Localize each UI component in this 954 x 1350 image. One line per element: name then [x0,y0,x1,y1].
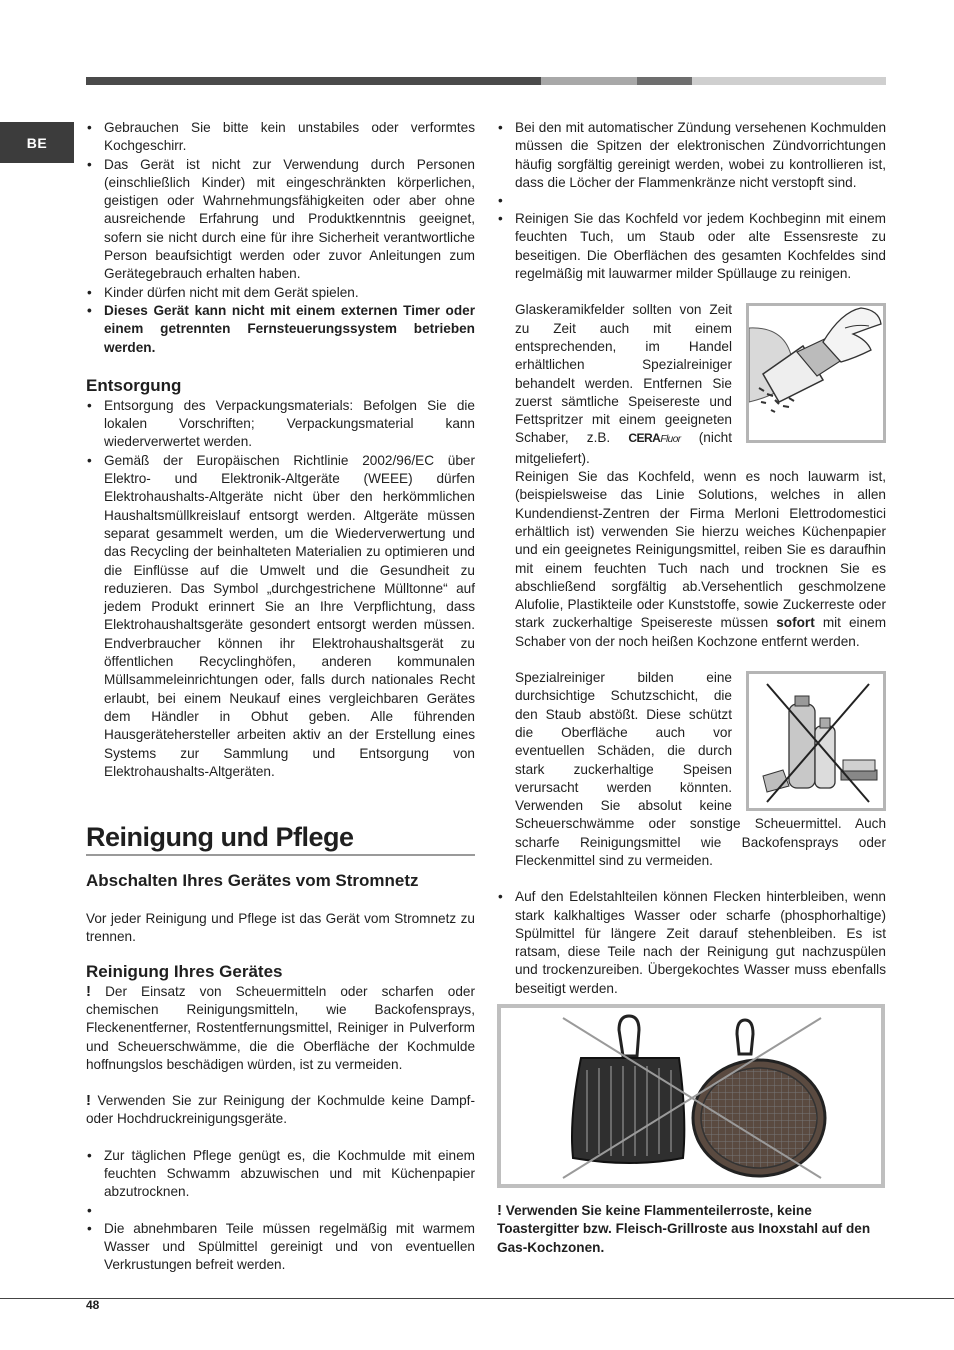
strom-heading: Abschalten Ihres Gerätes vom Stromnetz [86,871,419,891]
footer-rule [0,1298,954,1299]
right-column [497,119,886,1257]
spezialreiniger-text: Spezialreiniger bilden eine durchsichtige Schutzschicht, die den Staub abstößt. Diese schützt die Oberfläche auch vor eventuellen Schäden, die durch stark zuckerhaltige Speisen verursacht werden könnten. Verwenden Sie absolut keine Scheuerschwämme oder sonstige Scheuermittel. Auch scharfe Reinigungsmittel wie Backofensprays oder Fleckenmittel sind zu vermeiden. [515,670,886,868]
list-item: • Das Gerät ist nicht zur Verwendung durch Personen (einschließlich Kinder) mit eingeschränkten körperlichen, geistigen oder Wahrnehmungsfähigkeiten oder aber ohne ausreichende Erfahrung und Produktkenntnis geeignet, sofern sie nicht durch eine für ihre Sicherheit verantwortliche Person beaufsichtigt werden oder zuvor Anleitungen zum Gerätegebrauch erhalten haben. [86,156,475,284]
not-included-note: (nicht mitgeliefert). [515,430,733,466]
lauwarm-text [515,468,886,651]
sofort-emphasis: sofort [776,615,815,631]
no-abrasives-illustration [746,671,886,811]
list-item: • Reinigen Sie das Kochfeld vor jedem Kochbeginn mit einem feuchten Tuch, um Staub oder alte Essensreste zu beseitigen. Die Oberflächen des gesamten Kochfeldes sind regelmäßig mit lauwarmer milder Spüllauge zu reinigen. [497,210,886,283]
warning-text: Verwenden Sie zur Reinigung der Kochmulde keine Dampf- oder Hochdruckreinigungsgeräte. [86,1093,475,1127]
entsorgung-heading: Entsorgung [86,375,182,395]
glaskeramik-text-body: Glaskeramikfelder sollten von Zeit zu Zeit auch mit einem entsprechenden, im Handel erhältlichen Spezialreiniger behandelt werden. Entfernen Sie zuerst sämtliche Speisereste und Fettspritzer mit einem geeigneten Schaber, z.B. [515,302,732,446]
top-bar-seg-1 [86,77,541,85]
list-item: • Gemäß der Europäischen Richtlinie 2002/96/EC über Elektro- und Elektronik-Altgeräte (WEEE) dürfen Elektrohaushalts-Altgeräte nicht über den herkömmlichen Haushaltsmüllkreislauf entsorgt werden. Altgeräte müssen separat gesammelt werden, um die Wiederverwertung und das Recycling der beinhalteten Materialien zu optimieren und die Einflüsse auf die Umwelt und die Gesundheit zu reduzieren. Das Symbol „durchgestrichene Mülltonne“ auf jedem Produkt erinnert Sie an Ihre Verpflichtung, dass Elektrohaushaltsgeräte gesondert entsorgt werden müssen. Endverbraucher können ihr Elektrohaushaltsgerät zu öffentlichen Recyclinghöfen, anderen kommunalen Müllsammeleinrichtungen oder, falls durch nationales Recht erlaubt, bei einem Neukauf eines vergleichbaren Gerätes dem Händler in Obhut geben. Alle führenden Hausgerätehersteller arbeiten aktiv an der Erstellung eines Systems zur Sammlung und Entsorgung von Elektrohaushalts-Altgeräten. [86,452,475,781]
lauwarm-text-a: Reinigen Sie das Kochfeld, wenn es noch lauwarm ist, (beispielsweise das Linie Solutions, welches in allen Kundendienst-Zentren der Firma Merloni Elettrodomestici erhältlich ist) verwenden Sie hierzu weiches Küchenpapier und ein geeignetes Reinigungsmittel, reiben Sie es daraufhin mit einem feuchten Tuch nach und trocknen Sie es abschließend sorgfältig ab.Versehentlich geschmolzene Alufolie, Plastikteile oder Kunststoffe, sowie Zuckerreste oder stark zuckerhaltige Speisereste müssen [515,469,886,631]
top-bar-seg-4 [692,77,886,85]
list-item: • Gebrauchen Sie bitte kein unstabiles oder verformtes Kochgeschirr. [86,119,475,156]
grill-grates-illustration [497,1004,885,1188]
exclamation-icon: ! [86,1092,91,1110]
warning-paragraph-1 [86,983,475,1074]
list-item: • Dieses Gerät kann nicht mit einem externen Timer oder einem getrennten Fernsteuerungssystem betrieben werden. [86,302,475,357]
list-item: • Kinder dürfen nicht mit dem Gerät spielen. [86,284,475,302]
list-item: • Bei den mit automatischer Zündung versehenen Kochmulden müssen die Spitzen der elektronischen Zündvorrichtungen häufig sorgfältig gereinigt werden, wobei zu kontrollieren ist, dass die Löcher der Flammenkränze nicht verstopft sind. [497,119,886,192]
top-bar-seg-2 [541,77,637,85]
final-warning [497,1202,886,1257]
final-warning-text: Verwenden Sie keine Flammenteilerroste, keine Toastergitter bzw. Fleisch-Grillroste aus Inoxstahl auf den Gas-Kochzonen. [497,1203,871,1255]
list-item: • Zur täglichen Pflege genügt es, die Kochmulde mit einem feuchten Schwamm abzuwischen und mit Küchenpapier abzutrocknen. [86,1147,475,1202]
warning-text: Der Einsatz von Scheuermitteln oder scharfen oder chemischen Reinigungsmitteln, wie Backofensprays, Fleckenentferner, Rostentfernungsmittel, Reiniger in Pulverform und Scheuerschwämme, die die Oberfläche der Kochmulde hoffnungslos beschädigen würden, ist zu vermeiden. [86,983,475,1072]
list-item: • Auf den Edelstahlteilen können Flecken hinterbleiben, wenn stark kalkhaltiges Wasser oder scharfe (phosphorhaltige) Spülmittel für längere Zeit darauf stehenbleiben. Es ist ratsam, diese Teile nach der Reinigung gut nachzuspülen und trockenzureiben. Übergekochtes Wasser muss ebenfalls beseitigt werden. [497,888,886,998]
care-bullet-list [86,1147,475,1275]
entsorgung-bullet-list [86,397,475,781]
lauwarm-text-b: mit einem Schaber von der noch heißen Kochzone entfernt werden. [515,615,887,649]
list-spacer [497,192,886,210]
glaskeramik-section [497,301,886,870]
edelstahl-bullet-list [497,888,886,998]
exclamation-icon: ! [497,1202,502,1220]
cleaning-bullet-list [497,119,886,283]
warning-paragraph-2 [86,1092,475,1129]
exclamation-icon: ! [86,982,91,1000]
list-item: • Die abnehmbaren Teile müssen regelmäßig mit warmem Wasser und Spülmittel gereinigt und von eventuellen Verkrustungen befreit werden. [86,1220,475,1275]
cera-fluor-logo: CERAFluor [628,431,681,446]
list-item: • Entsorgung des Verpackungsmaterials: Befolgen Sie die lokalen Vorschriften; Verpackungsmaterial kann wiederverwertet werden. [86,397,475,452]
top-bar-seg-3 [637,77,692,85]
language-tab: BE [0,122,74,163]
scraper-illustration [746,303,886,443]
reinigung-heading: Reinigung Ihres Gerätes [86,961,283,981]
page-number: 48 [86,1298,100,1312]
left-column [86,119,475,1275]
page-title: Reinigung und Pflege [86,821,475,856]
strom-text: Vor jeder Reinigung und Pflege ist das Gerät vom Stromnetz zu trennen. [86,911,475,945]
list-spacer [86,1202,475,1220]
safety-bullet-list [86,119,475,357]
